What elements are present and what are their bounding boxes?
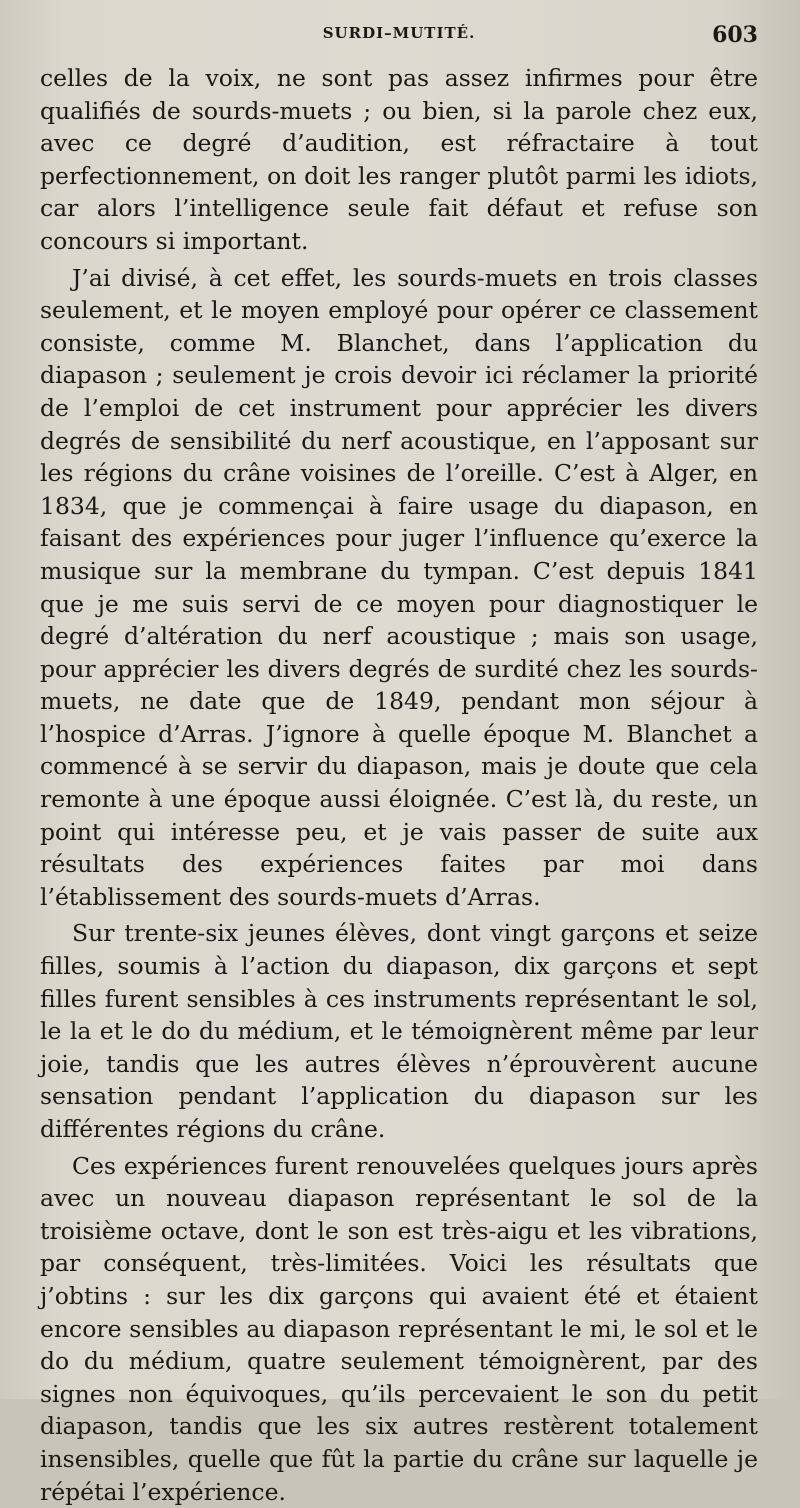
- paragraph-continued: celles de la voix, ne sont pas assez infirmes pour être qualifiés de sourds-muets ; ou bien, si la parole chez eux, avec ce degré d’audition, est réfractaire à tout perfectionnement, on doit les ranger plutôt parmi les idiots, car alors l’intelligence seule fait défaut et refuse son concours si important.: [40, 64, 758, 255]
- paragraph: Ces expériences furent renouvelées quelques jours après avec un nouveau diapason représentant le sol de la troisième octave, dont le son est très-aigu et les vibrations, par conséquent, très-limitées. Voici les résultats que j’obtins : sur les dix garçons qui avaient été et étaient encore sensibles au diapason représentant le mi, le sol et le do du médium, quatre seulement témoignèrent, par des signes non équivoques, qu’ils percevaient le son du petit diapason, tandis que les six autres restèrent totalement insensibles, quelle que fût la partie du crâne sur laquelle je répétai l’expérience.: [40, 1151, 758, 1506]
- body-text: [40, 62, 758, 1508]
- page-number: 603: [712, 22, 758, 48]
- running-title: SURDI–MUTITÉ.: [322, 24, 476, 42]
- paragraph: Sur trente-six jeunes élèves, dont vingt garçons et seize filles, soumis à l’action du diapason, dix garçons et sept filles furent sensibles à ces instruments représentant le sol, le la et le do du médium, et le témoignèrent même par leur joie, tandis que les autres élèves n’éprouvèrent aucune sensation pendant l’application du diapason sur les différentes régions du crâne.: [40, 919, 758, 1143]
- page-header: [40, 22, 758, 62]
- paragraph: J’ai divisé, à cet effet, les sourds-muets en trois classes seulement, et le moyen employé pour opérer ce classement consiste, comme M. Blanchet, dans l’application du diapason ; seulement je crois devoir ici réclamer la priorité de l’emploi de cet instrument pour apprécier les divers degrés de sensibilité du nerf acoustique, en l’apposant sur les régions du crâne voisines de l’oreille. C’est à Alger, en 1834, que je commençai à faire usage du diapason, en faisant des expériences pour juger l’influence qu’exerce la musique sur la membrane du tympan. C’est depuis 1841 que je me suis servi de ce moyen pour diagnostiquer le degré d’altération du nerf acoustique ; mais son usage, pour apprécier les divers degrés de surdité chez les sourds-muets, ne date que de 1849, pendant mon séjour à l’hospice d’Arras. J’ignore à quelle époque M. Blanchet a commencé à se servir du diapason, mais je doute que cela remonte à une époque aussi éloignée. C’est là, du reste, un point qui intéresse peu, et je vais passer de suite aux résultats des expériences faites par moi dans l’établissement des sourds-muets d’Arras.: [40, 263, 758, 911]
